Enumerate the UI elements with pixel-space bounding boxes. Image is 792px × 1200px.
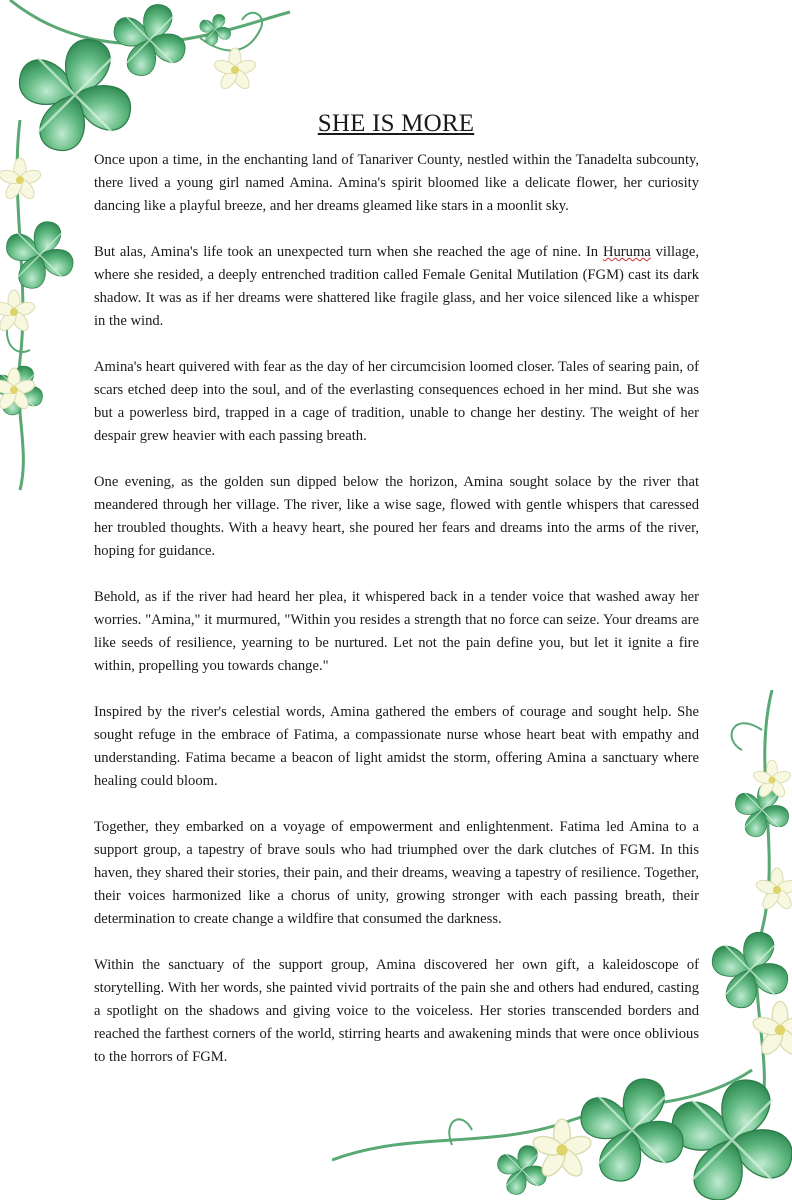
paragraph-6: Inspired by the river's celestial words, Amina gathered the embers of courage and sought help. She sought refuge in the embrace of Fatima, a compassionate nurse whose heart beat with empathy and understanding. Fatima became a beacon of light amidst the storm, offering Amina a sanctuary where healing could bloom. <box>94 704 699 789</box>
paragraph-5: Behold, as if the river had heard her plea, it whispered back in a tender voice that washed away her worries. "Amina," it murmured, "Within you resides a strength that no force can seize. Your dreams are like seeds of resilience, yearning to be nurtured. Let not the pain define you, but let it ignite a fire within, propelling you towards change." <box>94 589 699 674</box>
paragraph-2-end: village, where she resided, a deeply entrenched tradition called Female Genital Mutilation (FGM) cast its dark shadow. It was as if her dreams were shattered like fragile glass, and her voice silenced like a whisper in the wind. <box>94 244 699 329</box>
story-body <box>94 149 699 1092</box>
paragraph-2 <box>94 241 699 333</box>
paragraph-8: Within the sanctuary of the support group, Amina discovered her own gift, a kaleidoscope of storytelling. With her words, she painted vivid portraits of the pain she and others had endured, casting a spotlight on the shadows and giving voice to the voiceless. Her stories transcended borders and reached the farthest corners of the world, stirring hearts and awakening minds that were once oblivious to the horrors of FGM. <box>94 957 699 1065</box>
paragraph-4: One evening, as the golden sun dipped below the horizon, Amina sought solace by the river that meandered through her village. The river, like a wise sage, flowed with gentle whispers that caressed her troubled thoughts. With a heavy heart, she poured her fears and dreams into the arms of the river, hoping for guidance. <box>94 474 699 559</box>
paragraph-2-start: But alas, Amina's life took an unexpected turn when she reached the age of nine. In <box>94 244 603 260</box>
spellcheck-flagged-word: Huruma <box>602 244 651 260</box>
paragraph-1: Once upon a time, in the enchanting land of Tanariver County, nestled within the Tanadelta subcounty, there lived a young girl named Amina. Amina's spirit bloomed like a delicate flower, her curiosity dancing like a playful breeze, and her dreams gleamed like stars in a moonlit sky. <box>94 152 699 214</box>
paragraph-3: Amina's heart quivered with fear as the day of her circumcision loomed closer. Tales of searing pain, of scars etched deep into the soul, and of the everlasting consequences echoed in her mind. But she was but a powerless bird, trapped in a cage of tradition, unable to change her destiny. The weight of her despair grew heavier with each passing breath. <box>94 359 699 444</box>
paragraph-7: Together, they embarked on a voyage of empowerment and enlightenment. Fatima led Amina to a support group, a tapestry of brave souls who had triumphed over the dark clutches of FGM. In this haven, they shared their stories, their pain, and their dreams, weaving a tapestry of resilience. Together, their voices harmonized like a chorus of unity, growing stronger with each passing breath, their determination to create change a wildfire that consumed the darkness. <box>94 819 699 927</box>
page-title: SHE IS MORE <box>317 110 475 137</box>
